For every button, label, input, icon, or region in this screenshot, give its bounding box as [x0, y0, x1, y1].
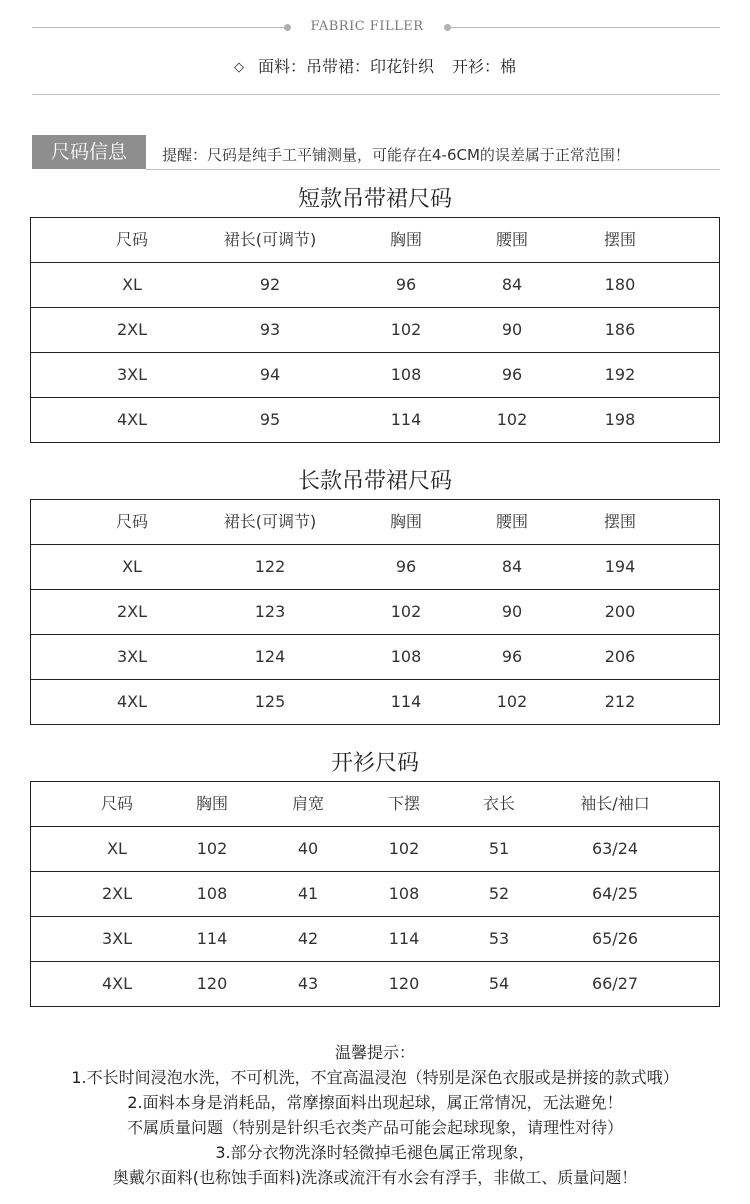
table-cell: 108	[196, 884, 228, 903]
fabric-divider	[32, 94, 720, 95]
header-cell: 尺码	[100, 794, 134, 813]
table-cell: 84	[501, 557, 523, 576]
table-cell: 198	[604, 410, 636, 429]
header-cell: 衣长	[482, 794, 516, 813]
table-cell: XL	[122, 557, 142, 576]
table-cell: 66/27	[591, 974, 639, 993]
header-cell: 摆围	[603, 230, 637, 249]
table-cell: 102	[388, 839, 420, 858]
table-row	[31, 872, 719, 917]
table-cell: 93	[259, 320, 281, 339]
table-cell: 84	[501, 275, 523, 294]
table-cell: 114	[390, 692, 422, 711]
table-cell: 120	[196, 974, 228, 993]
long-dress-size-title: 长款吊带裙尺码	[297, 469, 452, 494]
header-cell: 摆围	[603, 512, 637, 531]
table-cell: 96	[501, 647, 523, 666]
table-row	[31, 308, 719, 353]
header-cell: 袖长/袖口	[580, 794, 650, 813]
table-row	[31, 680, 719, 724]
table-cell: 2XL	[116, 602, 148, 621]
table-cell: 102	[196, 839, 228, 858]
table-cell: 123	[254, 602, 286, 621]
table-cell: 2XL	[116, 320, 148, 339]
tips-line: 2.面料本身是消耗品，常摩擦面料出现起球，属正常情况，无法避免！	[127, 1093, 623, 1112]
table-cell: 90	[501, 602, 523, 621]
table-cell: 40	[297, 839, 319, 858]
table-row	[31, 962, 719, 1006]
short-dress-size-title: 短款吊带裙尺码	[297, 187, 452, 212]
tips-line: 奥戴尔面料(也称蚀手面料)洗涤或流汗有水会有浮手，非做工、质量问题！	[112, 1168, 638, 1187]
table-cell: 96	[395, 275, 417, 294]
table-cell: 124	[254, 647, 286, 666]
table-cell: 122	[254, 557, 286, 576]
table-cell: 212	[604, 692, 636, 711]
table-cell: 41	[297, 884, 319, 903]
table-row	[31, 590, 719, 635]
table-cell: 120	[388, 974, 420, 993]
table-cell: 53	[488, 929, 510, 948]
cardigan-label: 开衫：棉	[452, 57, 517, 76]
table-cell: 96	[501, 365, 523, 384]
header-cell: 腰围	[495, 230, 529, 249]
care-tips	[0, 1040, 750, 1190]
tips-line: 不属质量问题（特别是针织毛衣类产品可能会起球现象，请理性对待）	[126, 1118, 623, 1137]
table-cell: 114	[388, 929, 420, 948]
table-cell: 90	[501, 320, 523, 339]
header-cell: 腰围	[495, 512, 529, 531]
table-cell: 63/24	[591, 839, 639, 858]
fabric-info	[0, 54, 750, 77]
table-cell: 52	[488, 884, 510, 903]
table-cell: 108	[388, 884, 420, 903]
table-row	[31, 827, 719, 872]
table-cell: 54	[488, 974, 510, 993]
header-cell: 胸围	[195, 794, 229, 813]
table-row	[31, 263, 719, 308]
table-cell: 43	[297, 974, 319, 993]
table-cell: 102	[496, 410, 528, 429]
table-cell: 108	[390, 647, 422, 666]
fabric-label: 面料：吊带裙：印花针织	[257, 57, 434, 76]
table-cell: 95	[259, 410, 281, 429]
table-cell: 51	[488, 839, 510, 858]
header-cell: 下摆	[387, 794, 421, 813]
tips-title: 温馨提示：	[334, 1043, 415, 1062]
header-cell: 尺码	[115, 512, 149, 531]
header-cell: 肩宽	[291, 794, 325, 813]
table-row	[31, 398, 719, 442]
table-cell: 186	[604, 320, 636, 339]
table-cell: 206	[604, 647, 636, 666]
table-cell: 42	[297, 929, 319, 948]
table-cell: 102	[390, 602, 422, 621]
tips-line: 3.部分衣物洗涤时轻微掉毛褪色属正常现象，	[215, 1143, 535, 1162]
table-cell: 92	[259, 275, 281, 294]
header-divider-left	[32, 27, 286, 28]
table-cell: 94	[259, 365, 281, 384]
diamond-icon: ◇	[233, 60, 244, 75]
size-info-label: 尺码信息	[32, 135, 146, 169]
table-cell: 96	[395, 557, 417, 576]
table-cell: 192	[604, 365, 636, 384]
table-cell: 194	[604, 557, 636, 576]
table-cell: 125	[254, 692, 286, 711]
cardigan-size-title: 开衫尺码	[330, 751, 419, 776]
size-info-underline	[146, 169, 720, 170]
table-cell: 102	[496, 692, 528, 711]
table-cell: XL	[107, 839, 127, 858]
table-cell: XL	[122, 275, 142, 294]
header-cell: 胸围	[389, 230, 423, 249]
table-cell: 200	[604, 602, 636, 621]
table-cell: 180	[604, 275, 636, 294]
table-cell: 3XL	[116, 647, 148, 666]
table-cell: 114	[196, 929, 228, 948]
table-row	[31, 353, 719, 398]
table-cell: 4XL	[116, 692, 148, 711]
table-cell: 4XL	[116, 410, 148, 429]
table-header-row	[31, 500, 719, 545]
tips-line: 1.不长时间浸泡水洗，不可机洗，不宜高温浸泡（特别是深色衣服或是拼接的款式哦）	[71, 1068, 679, 1087]
table-row	[31, 545, 719, 590]
table-row	[31, 635, 719, 680]
fabric-filler-title: FABRIC FILLER	[310, 19, 424, 34]
table-header-row	[31, 782, 719, 827]
table-cell: 114	[390, 410, 422, 429]
header-cell: 裙长(可调节)	[223, 512, 317, 531]
table-cell: 2XL	[101, 884, 133, 903]
table-header-row	[31, 218, 719, 263]
header-cell: 裙长(可调节)	[223, 230, 317, 249]
header-divider-right	[448, 27, 720, 28]
table-cell: 108	[390, 365, 422, 384]
table-cell: 65/26	[591, 929, 639, 948]
cardigan-size-table	[30, 781, 720, 1007]
table-cell: 3XL	[116, 365, 148, 384]
table-cell: 3XL	[101, 929, 133, 948]
short-dress-size-table	[30, 217, 720, 443]
table-cell: 64/25	[591, 884, 639, 903]
long-dress-size-table	[30, 499, 720, 725]
header-cell: 胸围	[389, 512, 423, 531]
table-row	[31, 917, 719, 962]
size-reminder-text: 提醒：尺码是纯手工平铺测量，可能存在4-6CM的误差属于正常范围！	[162, 146, 630, 164]
header-cell: 尺码	[115, 230, 149, 249]
table-cell: 4XL	[101, 974, 133, 993]
table-cell: 102	[390, 320, 422, 339]
